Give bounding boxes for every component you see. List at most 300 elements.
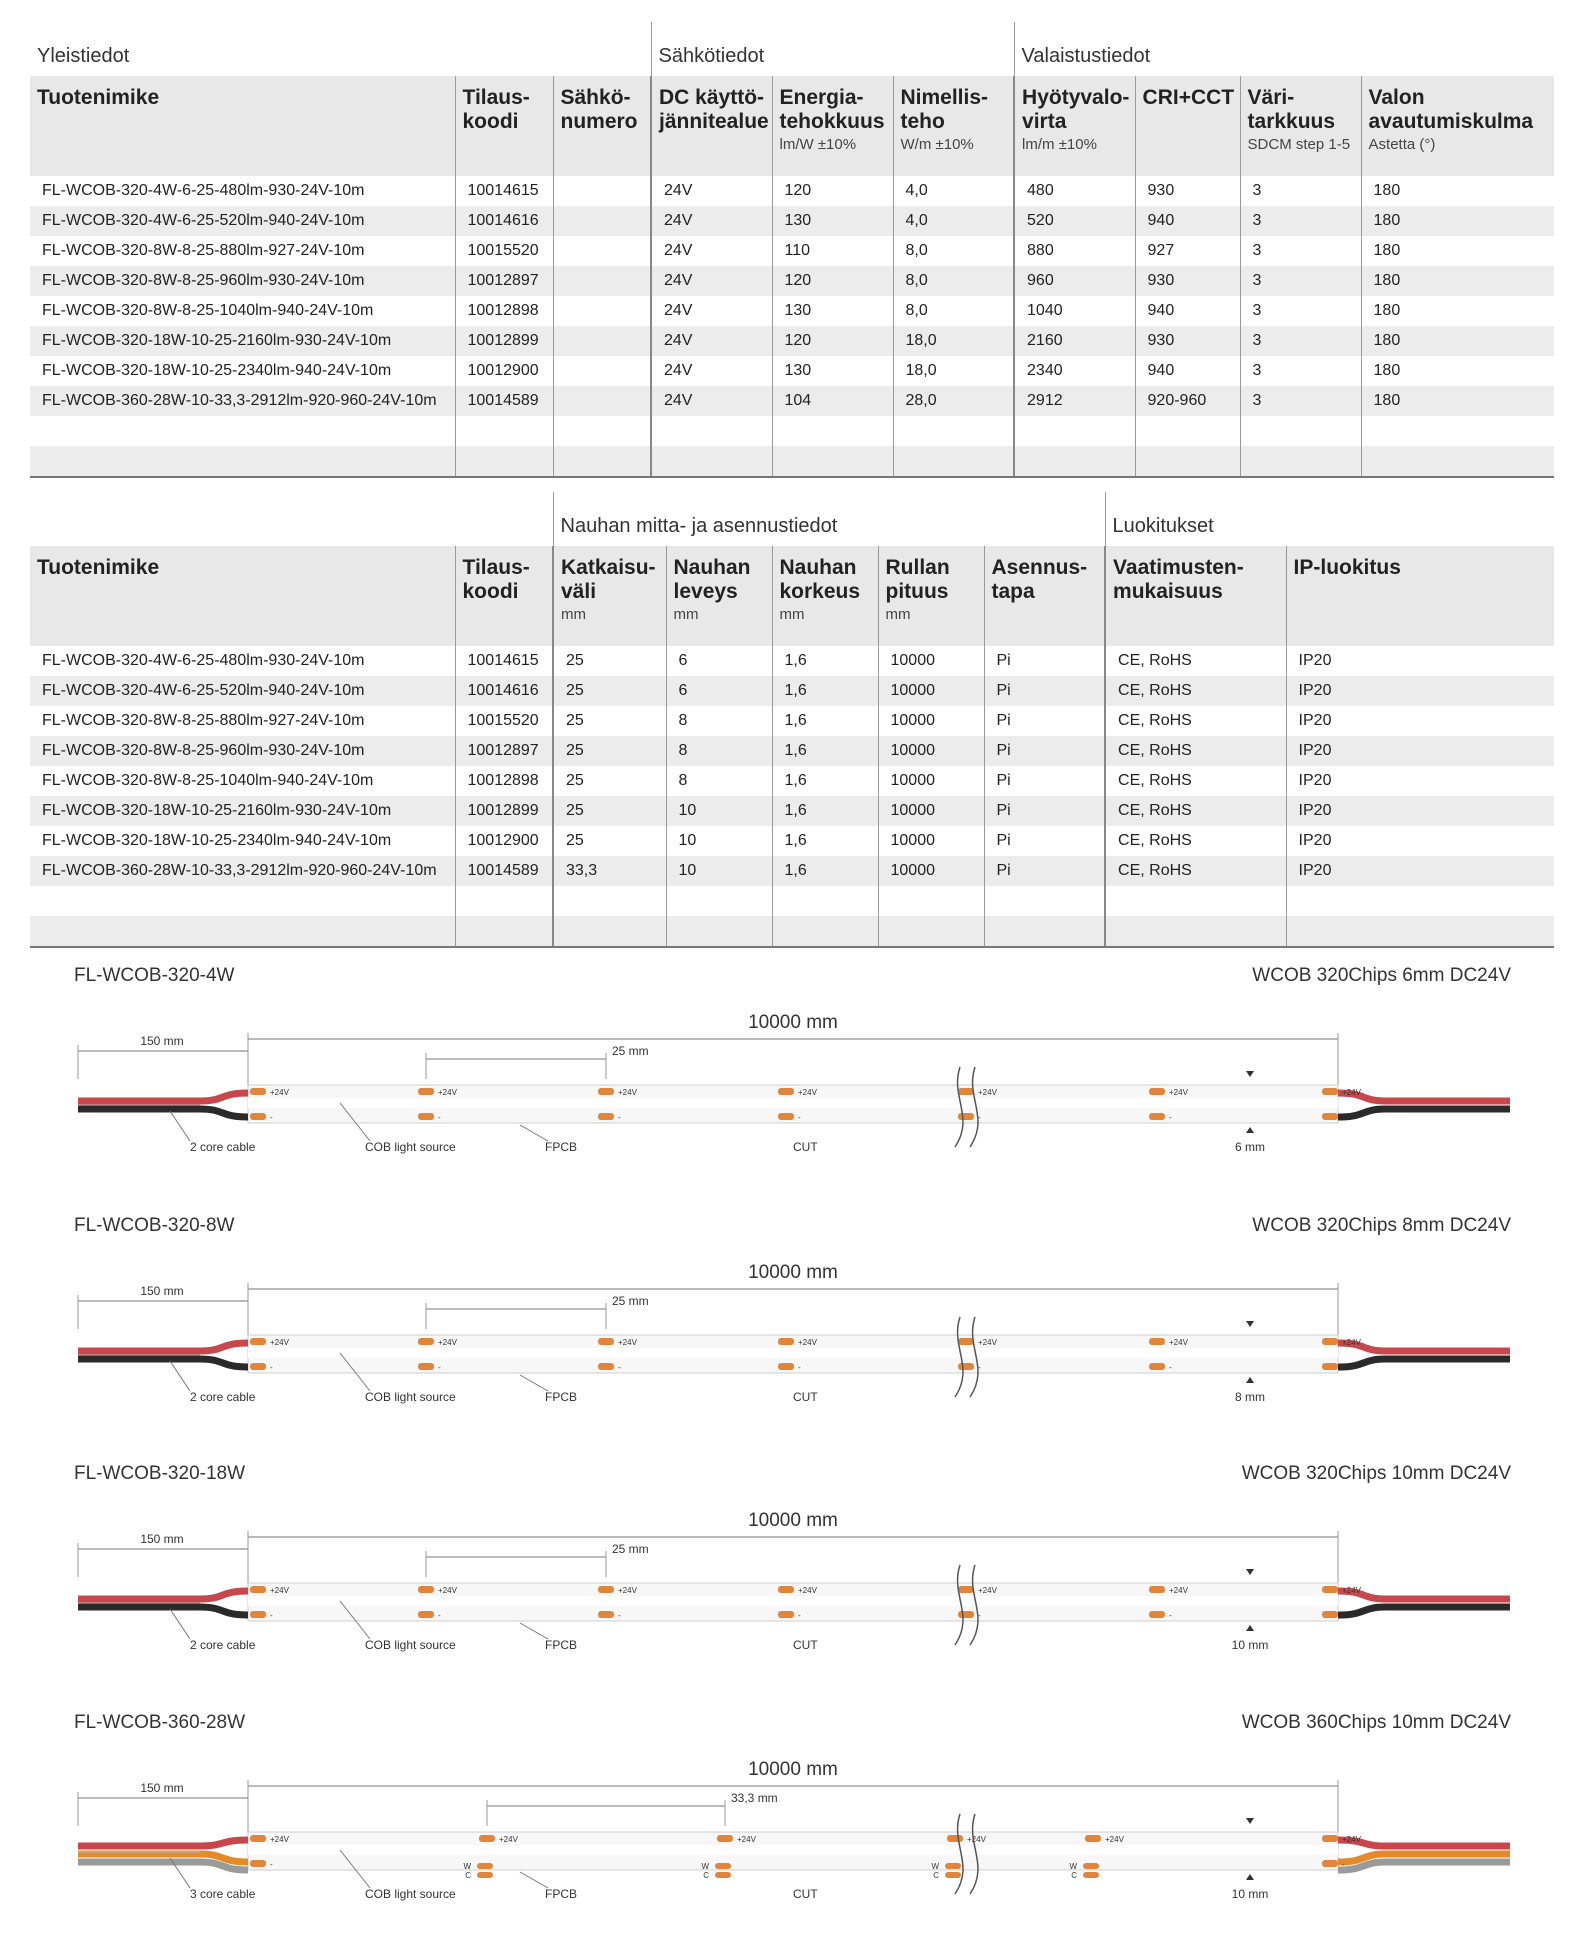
table-cell: 25 <box>553 646 666 676</box>
table-row <box>30 446 1554 477</box>
solder-pad <box>1322 1586 1338 1593</box>
table-row <box>30 326 1554 356</box>
table-cell: 3 <box>1240 356 1361 386</box>
table-cell <box>455 916 553 947</box>
pad-label: C <box>703 1871 709 1880</box>
table-cell <box>30 916 455 947</box>
column-header <box>553 76 651 176</box>
table-cell: 10012900 <box>455 826 553 856</box>
table-cell <box>1014 446 1135 477</box>
table-cell: CE, RoHS <box>1105 766 1286 796</box>
column-unit: lm/m ±10% <box>1022 136 1097 153</box>
table-row <box>30 206 1554 236</box>
solder-pad <box>418 1338 434 1345</box>
column-header <box>1361 76 1554 176</box>
column-header-label: Vaatimusten- mukaisuus <box>1113 556 1244 603</box>
fpcb-label: FPCB <box>545 1887 578 1901</box>
table-cell: 1040 <box>1014 296 1135 326</box>
table-row <box>30 766 1554 796</box>
table-cell: FL-WCOB-320-4W-6-25-520lm-940-24V-10m <box>30 206 455 236</box>
cable-label: 2 core cable <box>190 1140 256 1154</box>
diagram-title: FL-WCOB-320-8W <box>74 1215 235 1236</box>
table-row <box>30 736 1554 766</box>
strip-drawing <box>0 987 1577 1187</box>
table-cell: 10 <box>666 796 772 826</box>
cable-right <box>1338 1109 1510 1117</box>
pad-label: +24V <box>1342 1088 1361 1097</box>
table-cell: 18,0 <box>893 356 1014 386</box>
table-cell: Pi <box>984 706 1105 736</box>
table-cell: 10014616 <box>455 206 553 236</box>
solder-pad <box>250 1088 266 1095</box>
table-cell: 25 <box>553 706 666 736</box>
cable-label: 2 core cable <box>190 1390 256 1404</box>
pad-label: +24V <box>618 1088 637 1097</box>
pad-label: C <box>1071 1871 1077 1880</box>
table-cell <box>553 356 651 386</box>
solder-pad <box>1322 1363 1338 1370</box>
table-cell: 10000 <box>878 646 984 676</box>
table-cell <box>1014 416 1135 446</box>
solder-pad <box>598 1113 614 1120</box>
solder-pad <box>1083 1872 1099 1878</box>
column-header-label: DC käyttö- jännitealue <box>659 86 769 133</box>
table-cell: 180 <box>1361 176 1554 206</box>
table-cell: 1,6 <box>772 796 878 826</box>
solder-pad <box>250 1338 266 1345</box>
cable-right <box>1338 1607 1510 1615</box>
pad-label: - <box>270 1113 273 1122</box>
table-cell: FL-WCOB-320-8W-8-25-1040lm-940-24V-10m <box>42 772 374 789</box>
diagram-spec: WCOB 320Chips 6mm DC24V <box>1252 965 1511 986</box>
table-cell: Pi <box>984 766 1105 796</box>
table-cell <box>984 916 1105 947</box>
pad-label: W <box>931 1862 939 1871</box>
pad-label: +24V <box>1342 1586 1361 1595</box>
column-header <box>651 76 772 176</box>
column-header-label: Tilaus- koodi <box>462 86 530 133</box>
column-header <box>878 546 984 646</box>
pad-label: +24V <box>978 1338 997 1347</box>
cable-left <box>78 1591 248 1599</box>
table-cell: 927 <box>1135 236 1240 266</box>
table-cell: 10012898 <box>455 296 553 326</box>
table-cell: 24V <box>651 236 772 266</box>
table-cell: 2340 <box>1014 356 1135 386</box>
solder-pad <box>1322 1611 1338 1618</box>
table-cell: 940 <box>1135 296 1240 326</box>
solder-pad <box>958 1113 974 1120</box>
solder-pad <box>778 1113 794 1120</box>
table-cell: FL-WCOB-320-8W-8-25-880lm-927-24V-10m <box>42 712 365 729</box>
column-header <box>1240 76 1361 176</box>
table-cell: 1,6 <box>772 646 878 676</box>
table-cell: FL-WCOB-320-8W-8-25-1040lm-940-24V-10m <box>42 302 374 319</box>
table-cell: 2912 <box>1014 386 1135 416</box>
width-label: 6 mm <box>1235 1140 1265 1154</box>
table-cell: 3 <box>1240 296 1361 326</box>
table-cell: FL-WCOB-320-18W-10-25-2160lm-930-24V-10m <box>30 326 455 356</box>
pad-label: - <box>1169 1611 1172 1620</box>
pad-label: - <box>438 1363 441 1372</box>
table-cell: 10000 <box>878 736 984 766</box>
table-cell: FL-WCOB-320-4W-6-25-520lm-940-24V-10m <box>30 676 455 706</box>
solder-pad <box>715 1863 731 1869</box>
strip-drawing <box>0 1485 1577 1685</box>
table-cell: 6 <box>666 646 772 676</box>
cob-label: COB light source <box>365 1140 456 1154</box>
table-cell: 10000 <box>878 706 984 736</box>
table-cell: 10012900 <box>455 356 553 386</box>
pad-label: +24V <box>1169 1338 1188 1347</box>
cable-right <box>1338 1862 1510 1870</box>
column-header <box>1135 76 1240 176</box>
table-row <box>30 826 1554 856</box>
column-header-label: Katkaisu- väli <box>561 556 656 603</box>
table-cell: 480 <box>1014 176 1135 206</box>
table-cell: 110 <box>772 236 893 266</box>
solder-pad <box>778 1088 794 1095</box>
column-header <box>1286 546 1554 646</box>
column-header-label: Nimellis- teho <box>900 86 989 133</box>
table-cell: 25 <box>553 676 666 706</box>
column-header <box>893 76 1014 176</box>
solder-pad <box>418 1088 434 1095</box>
pad-label: W <box>1069 1862 1077 1871</box>
pad-label: +24V <box>737 1835 756 1844</box>
pad-label: +24V <box>798 1088 817 1097</box>
table-cell: 10014589 <box>455 386 553 416</box>
pad-label: +24V <box>1105 1835 1124 1844</box>
pad-label: W <box>463 1862 471 1871</box>
table-cell <box>772 416 893 446</box>
solder-pad <box>250 1586 266 1593</box>
table-cell: FL-WCOB-320-4W-6-25-480lm-930-24V-10m <box>42 182 365 199</box>
dimensions-classification-table <box>30 492 1554 948</box>
column-header <box>455 76 553 176</box>
solder-pad <box>958 1363 974 1370</box>
pad-label: +24V <box>978 1586 997 1595</box>
table-cell: 180 <box>1361 326 1554 356</box>
solder-pad <box>1149 1363 1165 1370</box>
table-cell: 10015520 <box>455 706 553 736</box>
pad-label: +24V <box>618 1586 637 1595</box>
total-length-label: 10000 mm <box>748 1012 838 1033</box>
solder-pad <box>1149 1113 1165 1120</box>
table-cell: FL-WCOB-360-28W-10-33,3-2912lm-920-960-24V-10m <box>30 386 455 416</box>
column-header-label: Rullan pituus <box>885 556 950 603</box>
cob-label: COB light source <box>365 1390 456 1404</box>
strip-diagram <box>0 965 1577 1195</box>
table-cell: IP20 <box>1286 736 1554 766</box>
table-cell: 520 <box>1014 206 1135 236</box>
table-row <box>30 386 1554 416</box>
pad-label: - <box>270 1363 273 1372</box>
diagram-title: FL-WCOB-360-28W <box>74 1712 246 1733</box>
table-cell <box>666 886 772 916</box>
table-cell: Pi <box>984 646 1105 676</box>
table-cell: 8,0 <box>893 236 1014 266</box>
column-header-label: Väri- tarkkuus <box>1247 86 1336 133</box>
cable-left <box>78 1607 248 1615</box>
cut-label: CUT <box>793 1390 818 1404</box>
table-cell <box>553 296 651 326</box>
table-cell: 10000 <box>878 676 984 706</box>
table-cell: IP20 <box>1286 826 1554 856</box>
column-header-label: Tilaus- koodi <box>462 556 530 603</box>
solder-pad <box>598 1611 614 1618</box>
table-cell: 3 <box>1240 266 1361 296</box>
table-cell <box>553 326 651 356</box>
table-cell: Pi <box>984 676 1105 706</box>
table-cell: Pi <box>984 826 1105 856</box>
column-header-label: Energia- tehokkuus <box>779 86 885 133</box>
solder-pad <box>598 1088 614 1095</box>
pad-label: +24V <box>798 1338 817 1347</box>
table-cell: 28,0 <box>893 386 1014 416</box>
column-header <box>666 546 772 646</box>
table-cell <box>893 416 1014 446</box>
group-sahkotiedot: Sähkötiedot <box>651 22 1014 76</box>
table-cell: 130 <box>772 356 893 386</box>
solder-pad <box>1149 1586 1165 1593</box>
table-cell <box>1361 416 1554 446</box>
cable-left <box>78 1109 248 1117</box>
table-row <box>30 236 1554 266</box>
solder-pad <box>479 1835 495 1842</box>
table-cell: 4,0 <box>893 206 1014 236</box>
table-cell: 8,0 <box>893 266 1014 296</box>
cob-label: COB light source <box>365 1887 456 1901</box>
cut-label: CUT <box>793 1887 818 1901</box>
table-cell: 10012899 <box>455 796 553 826</box>
table-cell <box>772 916 878 947</box>
solder-pad <box>598 1586 614 1593</box>
pad-label: +24V <box>438 1088 457 1097</box>
width-arrow <box>1246 1321 1254 1327</box>
solder-pad <box>1322 1088 1338 1095</box>
column-header-label: Tuotenimike <box>37 556 160 579</box>
table-cell: FL-WCOB-320-4W-6-25-480lm-930-24V-10m <box>42 652 365 669</box>
column-header-label: Asennus- tapa <box>991 556 1088 603</box>
column-header <box>1014 76 1135 176</box>
solder-pad <box>250 1363 266 1370</box>
solder-pad <box>1149 1088 1165 1095</box>
table-cell: 1,6 <box>772 706 878 736</box>
pad-label: - <box>438 1113 441 1122</box>
fpcb-label: FPCB <box>545 1390 578 1404</box>
table-row <box>30 916 1554 947</box>
table-row <box>30 886 1554 916</box>
total-length-label: 10000 mm <box>748 1262 838 1283</box>
column-header-label: Tuotenimike <box>37 86 160 109</box>
column-header <box>1105 546 1286 646</box>
cable-label: 2 core cable <box>190 1638 256 1652</box>
solder-pad <box>1322 1113 1338 1120</box>
table-cell: 25 <box>553 796 666 826</box>
pad-label: +24V <box>618 1338 637 1347</box>
cable-right <box>1338 1840 1510 1846</box>
table-cell: 930 <box>1135 266 1240 296</box>
table-row <box>30 176 1554 206</box>
table-cell: 180 <box>1361 296 1554 326</box>
lead-length-label: 150 mm <box>140 1781 184 1795</box>
table-cell: 930 <box>1135 176 1240 206</box>
table-cell <box>553 266 651 296</box>
diagram-spec: WCOB 320Chips 8mm DC24V <box>1252 1215 1511 1236</box>
solder-pad <box>1322 1860 1338 1867</box>
solder-pad <box>418 1611 434 1618</box>
column-header <box>553 546 666 646</box>
pad-label: +24V <box>270 1088 289 1097</box>
pad-label: +24V <box>978 1088 997 1097</box>
table-cell: FL-WCOB-320-18W-10-25-2160lm-930-24V-10m <box>30 796 455 826</box>
table-cell <box>30 886 455 916</box>
table-cell: 10015520 <box>455 236 553 266</box>
table-row <box>30 796 1554 826</box>
cable-left <box>78 1343 248 1351</box>
solder-pad <box>945 1863 961 1869</box>
pad-label: +24V <box>1342 1338 1361 1347</box>
table-cell: 180 <box>1361 356 1554 386</box>
diagram-spec: WCOB 320Chips 10mm DC24V <box>1241 1463 1511 1484</box>
pitch-label: 33,3 mm <box>731 1791 778 1805</box>
column-unit: mm <box>885 606 911 623</box>
table-cell: 10014615 <box>455 176 553 206</box>
table-cell: 2160 <box>1014 326 1135 356</box>
solder-pad <box>1083 1863 1099 1869</box>
table-cell: IP20 <box>1286 766 1554 796</box>
width-label: 10 mm <box>1231 1887 1269 1901</box>
solder-pad <box>958 1338 974 1345</box>
pad-label: - <box>798 1611 801 1620</box>
table-cell: 25 <box>553 826 666 856</box>
table-cell: 10000 <box>878 796 984 826</box>
pad-label: - <box>978 1363 981 1372</box>
solder-pad <box>1149 1611 1165 1618</box>
table-cell <box>984 886 1105 916</box>
table-cell: 3 <box>1240 176 1361 206</box>
table-cell: 1,6 <box>772 826 878 856</box>
solder-pad <box>1149 1338 1165 1345</box>
group-nauhan-mitta: Nauhan mitta- ja asennustiedot <box>553 492 1105 546</box>
strip-diagram <box>0 1712 1577 1942</box>
cable-right <box>1338 1591 1510 1599</box>
solder-pad <box>477 1863 493 1869</box>
table-cell <box>30 446 455 477</box>
pad-label: +24V <box>438 1586 457 1595</box>
table-cell: 10012897 <box>455 266 553 296</box>
cable-label: 3 core cable <box>190 1887 256 1901</box>
table-cell: 8,0 <box>893 296 1014 326</box>
cob-label: COB light source <box>365 1638 456 1652</box>
table-cell <box>1105 886 1286 916</box>
group-yleistiedot: Yleistiedot <box>37 45 130 67</box>
pad-label: - <box>1169 1363 1172 1372</box>
table-cell <box>553 916 666 947</box>
pitch-label: 25 mm <box>612 1294 649 1308</box>
table-cell: 24V <box>651 266 772 296</box>
pad-label: - <box>438 1611 441 1620</box>
solder-pad <box>250 1113 266 1120</box>
table-cell: 10 <box>666 826 772 856</box>
table-cell: 120 <box>772 176 893 206</box>
table-cell <box>1105 916 1286 947</box>
cable-left <box>78 1093 248 1101</box>
table-cell <box>553 236 651 266</box>
table-cell <box>30 416 455 446</box>
solder-pad <box>778 1363 794 1370</box>
solder-pad <box>250 1860 266 1867</box>
pad-label: +24V <box>1342 1835 1361 1844</box>
table-cell <box>553 386 651 416</box>
table-cell: 120 <box>772 326 893 356</box>
column-header-label: CRI+CCT <box>1142 86 1235 109</box>
table-cell <box>772 886 878 916</box>
cable-right <box>1338 1343 1510 1351</box>
solder-pad <box>778 1586 794 1593</box>
width-label: 8 mm <box>1235 1390 1265 1404</box>
table-cell <box>878 886 984 916</box>
strip-diagram <box>0 1215 1577 1445</box>
solder-pad <box>598 1338 614 1345</box>
table-cell: 180 <box>1361 386 1554 416</box>
table-cell: 1,6 <box>772 766 878 796</box>
strip-diagram <box>0 1463 1577 1693</box>
table-cell <box>553 886 666 916</box>
width-arrow <box>1246 1071 1254 1077</box>
cable-left <box>78 1359 248 1367</box>
pad-label: - <box>1169 1113 1172 1122</box>
table-cell: CE, RoHS <box>1105 646 1286 676</box>
table-cell: 130 <box>772 206 893 236</box>
pad-label: - <box>618 1611 621 1620</box>
table-cell: Pi <box>984 796 1105 826</box>
table-cell: 33,3 <box>553 856 666 886</box>
solder-pad <box>958 1088 974 1095</box>
solder-pad <box>958 1586 974 1593</box>
column-unit: mm <box>561 606 586 623</box>
table-row <box>30 356 1554 386</box>
lead-length-label: 150 mm <box>140 1532 184 1546</box>
column-unit: mm <box>673 606 699 623</box>
solder-pad <box>250 1835 266 1842</box>
table-cell <box>1286 886 1554 916</box>
column-header <box>772 546 878 646</box>
pad-label: - <box>798 1363 801 1372</box>
width-label: 10 mm <box>1231 1638 1269 1652</box>
pad-label: C <box>465 1871 471 1880</box>
table-row <box>30 296 1554 326</box>
solder-pad <box>1085 1835 1101 1842</box>
cable-left <box>78 1840 248 1846</box>
column-header-label: Nauhan korkeus <box>779 556 861 603</box>
table-cell: IP20 <box>1286 676 1554 706</box>
table-cell: 6 <box>666 676 772 706</box>
table-cell: IP20 <box>1286 796 1554 826</box>
table-row <box>30 856 1554 886</box>
column-header <box>984 546 1105 646</box>
table-cell: 930 <box>1135 326 1240 356</box>
table-cell: 10 <box>666 856 772 886</box>
table-cell: Pi <box>984 856 1105 886</box>
cut-label: CUT <box>793 1638 818 1652</box>
pad-label: +24V <box>1169 1586 1188 1595</box>
table-cell: IP20 <box>1286 646 1554 676</box>
column-unit: W/m ±10% <box>900 136 974 153</box>
table-cell: IP20 <box>1286 706 1554 736</box>
table-cell: Pi <box>984 736 1105 766</box>
